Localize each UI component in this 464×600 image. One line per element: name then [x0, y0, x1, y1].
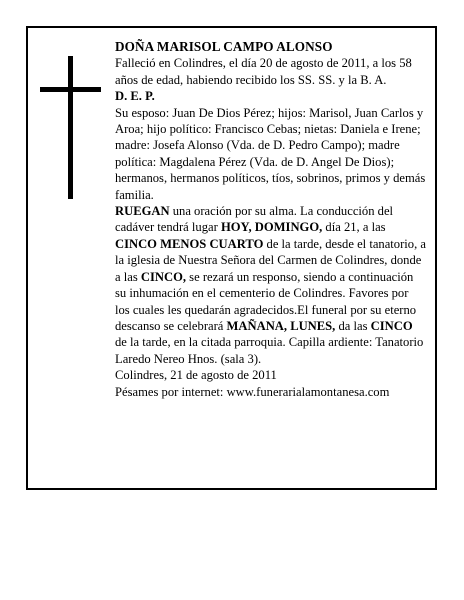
funeral-text-1: una oración por su alma. La conducción del cadáver tendrá lugar: [115, 204, 394, 235]
deceased-name: DOÑA MARISOL CAMPO ALONSO: [115, 39, 333, 54]
dep-line: D. E. P.: [115, 89, 155, 104]
condolences-line: Pésames por internet: www.funerarialamontanesa.com: [115, 384, 390, 399]
cross-horizontal-bar: [40, 87, 101, 92]
funeral-text-2: día 21, a las: [322, 220, 386, 235]
funeral-text-4: se rezará un responso, siendo a continuación su inhumación en el cementerio de Colindres. Favores por los cuales les quedarán agradecidos.El funeral por su eterno descanso se celebrará: [115, 269, 417, 333]
funeral-text-6: de la tarde, en la citada parroquia. Capilla ardiente: Tanatorio Laredo Nereo Hnos. (sala 3).: [115, 335, 424, 366]
place-date: Colindres, 21 de agosto de 2011: [115, 368, 277, 383]
manana-lunes: MAÑANA, LUNES,: [226, 318, 336, 333]
hora-conduccion: CINCO MENOS CUARTO: [115, 236, 264, 251]
funeral-details: [115, 203, 426, 367]
death-notice: Falleció en Colindres, el día 20 de agosto de 2011, a los 58 años de edad, habiendo recibido los SS. SS. y la B. A.: [115, 56, 412, 87]
ruegan-label: RUEGAN: [115, 204, 170, 219]
notice-text: [115, 39, 426, 400]
obituary-notice: [26, 26, 437, 490]
funeral-text-5: da las: [335, 318, 371, 333]
family-list: Su esposo: Juan De Dios Pérez; hijos: Marisol, Juan Carlos y Aroa; hijo político: Francisco Cebas; nietas: Daniela e Irene; madre: Josefa Alonso (Vda. de D. Pedro Campo); madre política: Magdalena Pérez (Vda. de D. Angel De Dios); hermanos, hermanos políticos, tíos, sobrinos, primos y demás familia.: [115, 105, 426, 202]
hora-responso: CINCO,: [140, 269, 187, 284]
cross-vertical-bar: [68, 56, 73, 199]
hoy-domingo: HOY, DOMINGO,: [220, 220, 323, 235]
hora-funeral: CINCO: [370, 318, 413, 333]
funeral-text-3: de la tarde, desde el tanatorio, a la iglesia de Nuestra Señora del Carmen de Colindres, donde a las: [115, 236, 426, 284]
